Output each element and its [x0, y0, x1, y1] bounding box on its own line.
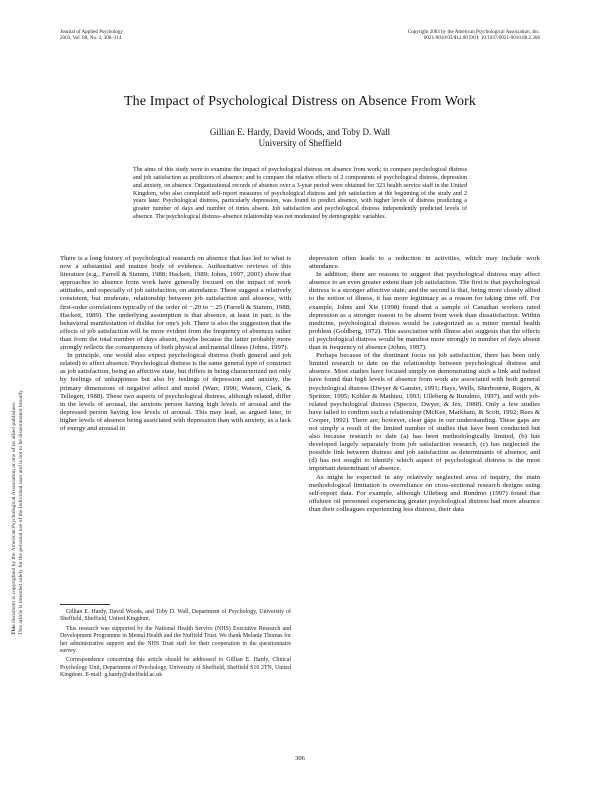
- journal-volume: 2003, Vol. 88, No. 2, 306–314: [60, 35, 122, 41]
- paragraph: Perhaps because of the dominant focus on job satisfaction, there has been only limited research to date on the relationship between psychological distress and absence. Most studies have focused simply on demonstrating such a link and indeed have found that high levels of absence from work are associated with both general psychological distress (Dwyer & Ganster, 1991; Hays, Wells, Sherbourne, Rogers, & Spritzer, 1995; Kohler & Mathieu, 1993; Ulleberg & Rundmo, 1997), and with job-related psychological distress (Spector, Dwyer, & Jex, 1988). Only a few studies have failed to confirm such a relationship (McKee, Markham, & Scott, 1992; Rees & Cooper, 1992). There are, however, clear gaps in our understanding. These gaps are not simply a result of the limited number of studies that have been conducted but also because research to date (a) has been methodologically limited, (b) has developed largely separately from job satisfaction research, (c) has neglected the possible link between distress and job satisfaction as determinants of absence, and (d) has not sought to identify which aspect of psychological distress is the most important determinant of absence.: [309, 352, 540, 473]
- copyright-line: Copyright 2003 by the American Psychological Association, Inc.: [407, 29, 540, 35]
- footnote-divider: [60, 604, 110, 605]
- body-column-left: [60, 255, 291, 433]
- author-names: Gillian E. Hardy, David Woods, and Toby D. Wall: [209, 127, 391, 137]
- body-column-right: [309, 255, 540, 514]
- copyright-side-notice: [11, 225, 25, 635]
- issn-doi-line: 0021-9010/03/$12.00 DOI: 10.1037/0021-9010.88.2.306: [423, 35, 540, 41]
- footnote: Correspondence concerning this article should be addressed to Gillian E. Hardy, Clinical Psychology Unit, Department of Psychology, University of Sheffield, Sheffield S10 2TN, United Kingdom. E-mail: g.hardy@sheffield.ac.uk: [60, 657, 291, 679]
- side-notice-line2: This article is intended solely for the personal use of the individual user and is not to be disseminated broadly.: [18, 388, 24, 635]
- page-number: 306: [295, 755, 305, 762]
- footnote: Gillian E. Hardy, David Woods, and Toby D. Wall, Department of Psychology, University of Sheffield, Sheffield, United Kingdom.: [60, 609, 291, 623]
- footnotes: [60, 609, 291, 682]
- author-block: [60, 127, 540, 149]
- side-notice-line1: document is copyrighted by the American Psychological Association or one of its allied publishers.: [11, 401, 17, 625]
- journal-name: Journal of Applied Psychology: [60, 29, 123, 35]
- article-title: The Impact of Psychological Distress on Absence From Work: [124, 94, 476, 109]
- side-notice-bold: This: [11, 624, 17, 635]
- paragraph: As might be expected in any relatively neglected area of inquiry, the main methodological limitation is overreliance on cross-sectional research designs using self-report data. For example, although Ulleberg and Rundmo (1997) found that offshore oil personnel experiencing greater psychological distress had more absence than their colleagues experiencing less distress, their data: [309, 473, 540, 513]
- footnote: This research was supported by the National Health Service (NHS) Executive Research and Development Programme in Mental Health and the Nuffield Trust. We thank Melanie Thomas for her administrative support and the NHS Trust staff for their cooperation in the questionnaire survey.: [60, 625, 291, 655]
- paragraph: There is a long history of psychological research on absence that has led to what is now a substantial and mature body of evidence. Authoritative reviews of this literature (e.g., Farrell & Stamm, 1988; Hackett, 1989; Johns, 1997, 2001) show that approaches to absence from work have generally focused on the impact of work attitudes, and especially of job satisfaction, on attendance. These suggest a relatively consistent, but moderate, relationship between job satisfaction and absence, with first-order correlations typically of the order of −.20 to −.25 (Farrell & Stamm, 1988; Hackett, 1989). The underlying assumption is that absence, at least in part, is the behavioral manifestation of dislike for one's job. There is also the suggestion that the effects of job satisfaction will be more evident from the frequency of absences rather than from the total number of days absent, maybe because the latter probably more strongly reflects the consequences of both physical and mental illness (Johns, 1997).: [60, 255, 291, 352]
- paragraph: depression often leads to a reduction in activities, which may include work attendance.: [309, 255, 540, 271]
- author-affiliation: University of Sheffield: [258, 138, 342, 148]
- paragraph: In principle, one would also expect psychological distress (both general and job related) to affect absence. Psychological distress is the same general type of construct as job satisfaction, being an affective state, but differs in being characterized not only by feelings of unhappiness but also by feelings of depression and anxiety, the primary dimensions of negative affect and mood (Warr, 1990; Watson, Clark, & Tellegen, 1988). These two aspects of psychological distress, although related, differ in the levels of arousal, the anxious person having high levels of arousal and the depressed person having low levels of arousal. This may lead, as argued later, to higher levels of absence being associated with depression than with anxiety, as a lack of energy and arousal in: [60, 352, 291, 432]
- paragraph: In addition, there are reasons to suggest that psychological distress may affect absence to an even greater extent than job satisfaction. The first is that psychological distress is a stronger affective state; and the second is that, being more closely allied to the notion of illness, it has more legitimacy as a reason for taking time off. For example, Johns and Xie (1998) found that a sample of Canadian workers rated depression as a stronger reason to be absent from work than dissatisfaction. Within medicine, psychological distress would be categorized as a minor mental health problem (Goldberg, 1972). This association with illness also suggests that the effects of psychological distress would be manifest more strongly in number of days absent than in frequency of absence (Johns, 1997).: [309, 271, 540, 352]
- abstract: The aims of this study were to examine the impact of psychological distress on absence from work; to compare psychological distress and job satisfaction as predictors of absence; and to compare the relative effects of 2 components of psychological distress, depression and anxiety, on absence. Organizational records of absence over a 3-year period were obtained for 323 health service staff in the United Kingdom, who also completed self-report measures of psychological distress and job satisfaction at the beginning of the study and 2 years later. Psychological distress, particularly depression, was found to predict absence, with higher levels of distress predicting a greater number of days and number of times absent. Job satisfaction and psychological distress independently predicted levels of absence. The psychological distress–absence relationship was not moderated by demographic variables.: [133, 167, 467, 221]
- copyright-header: [408, 29, 540, 41]
- journal-header: [60, 29, 123, 41]
